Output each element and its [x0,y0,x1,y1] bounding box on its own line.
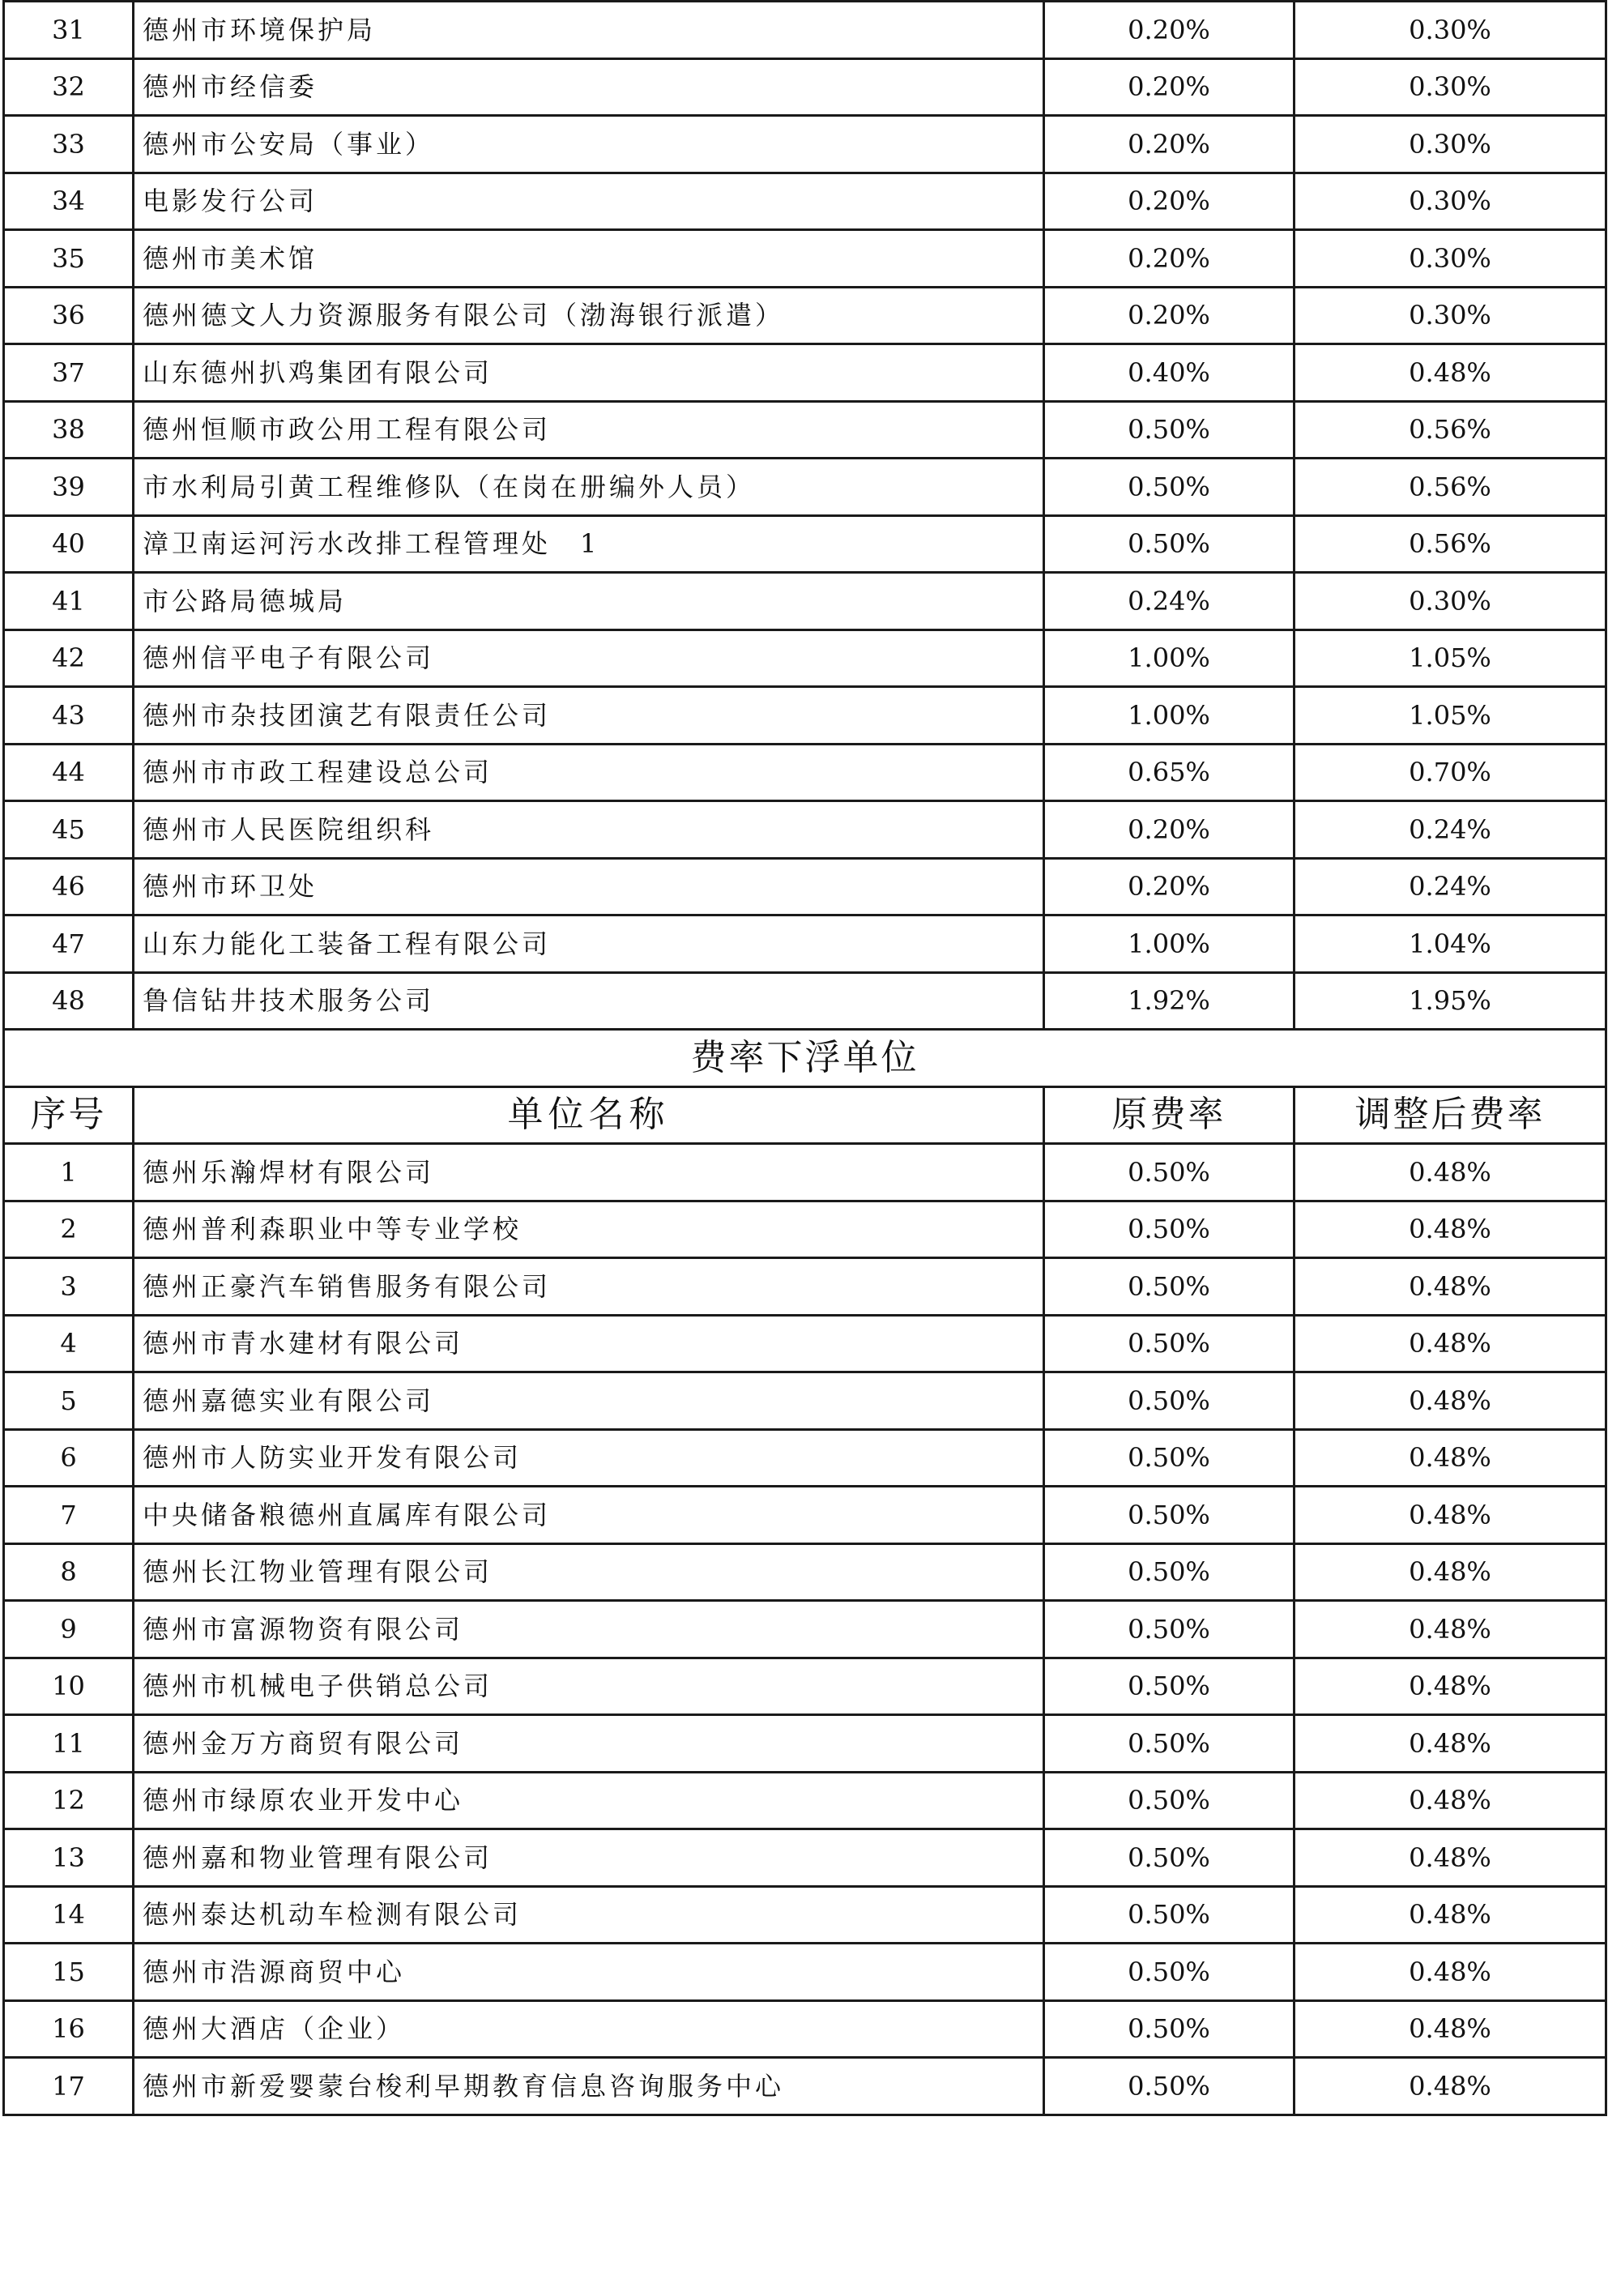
unit-name: 德州嘉和物业管理有限公司 [134,1829,1044,1887]
unit-name: 德州市经信委 [134,58,1044,116]
original-rate: 0.50% [1044,1201,1295,1258]
adjusted-rate: 0.48% [1295,1487,1606,1544]
unit-name: 德州乐瀚焊材有限公司 [134,1144,1044,1201]
original-rate: 0.50% [1044,459,1295,516]
table-row [4,1944,1606,2001]
header-unit-name: 单位名称 [134,1086,1044,1144]
table-body [4,2,1606,2115]
table-row [4,401,1606,459]
original-rate: 0.50% [1044,1372,1295,1430]
adjusted-rate: 0.48% [1295,1829,1606,1887]
row-number: 47 [4,915,134,973]
unit-name: 德州市富源物资有限公司 [134,1601,1044,1658]
unit-name: 德州市机械电子供销总公司 [134,1658,1044,1715]
adjusted-rate: 1.95% [1295,972,1606,1030]
table-row [4,173,1606,230]
original-rate: 1.92% [1044,972,1295,1030]
table-row [4,972,1606,1030]
table-row [4,801,1606,859]
table-row [4,573,1606,630]
adjusted-rate: 0.56% [1295,401,1606,459]
original-rate: 0.50% [1044,1543,1295,1601]
adjusted-rate: 0.48% [1295,344,1606,402]
table-row [4,230,1606,288]
row-number: 15 [4,1944,134,2001]
unit-name: 德州普利森职业中等专业学校 [134,1201,1044,1258]
adjusted-rate: 0.48% [1295,2000,1606,2058]
row-number: 10 [4,1658,134,1715]
adjusted-rate: 1.04% [1295,915,1606,973]
unit-name: 漳卫南运河污水改排工程管理处 1 [134,515,1044,573]
original-rate: 0.50% [1044,1429,1295,1487]
row-number: 4 [4,1315,134,1372]
section-title-row [4,1030,1606,1087]
row-number: 9 [4,1601,134,1658]
original-rate: 0.20% [1044,858,1295,915]
adjusted-rate: 0.48% [1295,1315,1606,1372]
unit-name: 中央储备粮德州直属库有限公司 [134,1487,1044,1544]
row-number: 34 [4,173,134,230]
row-number: 46 [4,858,134,915]
adjusted-rate: 0.30% [1295,173,1606,230]
adjusted-rate: 0.48% [1295,1429,1606,1487]
table-row [4,1829,1606,1887]
section-title: 费率下浮单位 [4,1030,1606,1087]
original-rate: 0.20% [1044,173,1295,230]
table-row [4,116,1606,173]
table-row [4,1487,1606,1544]
row-number: 43 [4,687,134,745]
row-number: 14 [4,1886,134,1944]
unit-name: 德州市青水建材有限公司 [134,1315,1044,1372]
unit-name: 德州市绿原农业开发中心 [134,1772,1044,1829]
table-row [4,344,1606,402]
original-rate: 0.50% [1044,1944,1295,2001]
row-number: 16 [4,2000,134,2058]
original-rate: 0.20% [1044,230,1295,288]
row-number: 32 [4,58,134,116]
unit-name: 山东德州扒鸡集团有限公司 [134,344,1044,402]
row-number: 35 [4,230,134,288]
adjusted-rate: 0.24% [1295,801,1606,859]
original-rate: 0.24% [1044,573,1295,630]
original-rate: 1.00% [1044,629,1295,687]
original-rate: 0.20% [1044,116,1295,173]
row-number: 11 [4,1715,134,1773]
header-number: 序号 [4,1086,134,1144]
unit-name: 德州市环卫处 [134,858,1044,915]
unit-name: 德州恒顺市政公用工程有限公司 [134,401,1044,459]
original-rate: 0.50% [1044,1601,1295,1658]
adjusted-rate: 0.30% [1295,230,1606,288]
unit-name: 德州大酒店（企业） [134,2000,1044,2058]
row-number: 12 [4,1772,134,1829]
row-number: 31 [4,2,134,59]
adjusted-rate: 0.30% [1295,287,1606,344]
row-number: 36 [4,287,134,344]
row-number: 8 [4,1543,134,1601]
adjusted-rate: 0.30% [1295,2,1606,59]
adjusted-rate: 1.05% [1295,629,1606,687]
table-row [4,1601,1606,1658]
adjusted-rate: 0.48% [1295,2058,1606,2115]
header-row [4,1086,1606,1144]
unit-name: 德州嘉德实业有限公司 [134,1372,1044,1430]
table-row [4,1144,1606,1201]
table-row [4,915,1606,973]
table-row [4,858,1606,915]
unit-name: 德州市市政工程建设总公司 [134,744,1044,801]
row-number: 7 [4,1487,134,1544]
adjusted-rate: 0.56% [1295,459,1606,516]
unit-name: 德州市美术馆 [134,230,1044,288]
unit-name: 德州金万方商贸有限公司 [134,1715,1044,1773]
row-number: 2 [4,1201,134,1258]
row-number: 48 [4,972,134,1030]
table-row [4,515,1606,573]
row-number: 3 [4,1258,134,1316]
unit-name: 市公路局德城局 [134,573,1044,630]
table-row [4,1772,1606,1829]
unit-name: 德州信平电子有限公司 [134,629,1044,687]
table-row [4,1715,1606,1773]
row-number: 1 [4,1144,134,1201]
table-row [4,459,1606,516]
table-row [4,1315,1606,1372]
adjusted-rate: 0.56% [1295,515,1606,573]
table-row [4,744,1606,801]
original-rate: 1.00% [1044,687,1295,745]
table-row [4,629,1606,687]
table-row [4,1658,1606,1715]
adjusted-rate: 0.48% [1295,1715,1606,1773]
adjusted-rate: 0.48% [1295,1201,1606,1258]
rate-adjustment-table [2,0,1607,2116]
adjusted-rate: 0.48% [1295,1372,1606,1430]
adjusted-rate: 1.05% [1295,687,1606,745]
adjusted-rate: 0.48% [1295,1658,1606,1715]
table-row [4,1543,1606,1601]
original-rate: 0.20% [1044,2,1295,59]
unit-name: 电影发行公司 [134,173,1044,230]
unit-name: 德州市新爱婴蒙台梭利早期教育信息咨询服务中心 [134,2058,1044,2115]
row-number: 41 [4,573,134,630]
table-row [4,2058,1606,2115]
table-row [4,58,1606,116]
row-number: 6 [4,1429,134,1487]
unit-name: 德州市公安局（事业） [134,116,1044,173]
original-rate: 0.50% [1044,2058,1295,2115]
table-row [4,2000,1606,2058]
adjusted-rate: 0.30% [1295,58,1606,116]
header-adjusted-rate: 调整后费率 [1295,1086,1606,1144]
unit-name: 德州长江物业管理有限公司 [134,1543,1044,1601]
original-rate: 0.40% [1044,344,1295,402]
original-rate: 0.20% [1044,58,1295,116]
unit-name: 市水利局引黄工程维修队（在岗在册编外人员） [134,459,1044,516]
original-rate: 0.50% [1044,1315,1295,1372]
row-number: 5 [4,1372,134,1430]
row-number: 44 [4,744,134,801]
original-rate: 0.50% [1044,1487,1295,1544]
original-rate: 0.50% [1044,1886,1295,1944]
table-row [4,687,1606,745]
row-number: 40 [4,515,134,573]
table-row [4,1201,1606,1258]
adjusted-rate: 0.48% [1295,1886,1606,1944]
row-number: 45 [4,801,134,859]
adjusted-rate: 0.70% [1295,744,1606,801]
original-rate: 0.50% [1044,1144,1295,1201]
table-row [4,1372,1606,1430]
table-row [4,1886,1606,1944]
adjusted-rate: 0.48% [1295,1144,1606,1201]
table-row [4,2,1606,59]
original-rate: 0.50% [1044,2000,1295,2058]
unit-name: 德州市杂技团演艺有限责任公司 [134,687,1044,745]
header-original-rate: 原费率 [1044,1086,1295,1144]
row-number: 13 [4,1829,134,1887]
unit-name: 山东力能化工装备工程有限公司 [134,915,1044,973]
row-number: 38 [4,401,134,459]
original-rate: 1.00% [1044,915,1295,973]
unit-name: 德州泰达机动车检测有限公司 [134,1886,1044,1944]
original-rate: 0.50% [1044,1258,1295,1316]
adjusted-rate: 0.48% [1295,1772,1606,1829]
original-rate: 0.20% [1044,287,1295,344]
unit-name: 德州正豪汽车销售服务有限公司 [134,1258,1044,1316]
row-number: 37 [4,344,134,402]
table-row [4,1258,1606,1316]
unit-name: 德州德文人力资源服务有限公司（渤海银行派遣） [134,287,1044,344]
row-number: 42 [4,629,134,687]
original-rate: 0.65% [1044,744,1295,801]
original-rate: 0.50% [1044,1772,1295,1829]
unit-name: 鲁信钻井技术服务公司 [134,972,1044,1030]
table-row [4,1429,1606,1487]
adjusted-rate: 0.30% [1295,116,1606,173]
original-rate: 0.20% [1044,801,1295,859]
row-number: 39 [4,459,134,516]
original-rate: 0.50% [1044,515,1295,573]
unit-name: 德州市浩源商贸中心 [134,1944,1044,2001]
row-number: 33 [4,116,134,173]
original-rate: 0.50% [1044,401,1295,459]
table-row [4,287,1606,344]
original-rate: 0.50% [1044,1829,1295,1887]
adjusted-rate: 0.48% [1295,1944,1606,2001]
adjusted-rate: 0.48% [1295,1601,1606,1658]
unit-name: 德州市环境保护局 [134,2,1044,59]
unit-name: 德州市人民医院组织科 [134,801,1044,859]
adjusted-rate: 0.30% [1295,573,1606,630]
original-rate: 0.50% [1044,1658,1295,1715]
original-rate: 0.50% [1044,1715,1295,1773]
adjusted-rate: 0.48% [1295,1543,1606,1601]
unit-name: 德州市人防实业开发有限公司 [134,1429,1044,1487]
adjusted-rate: 0.48% [1295,1258,1606,1316]
adjusted-rate: 0.24% [1295,858,1606,915]
row-number: 17 [4,2058,134,2115]
